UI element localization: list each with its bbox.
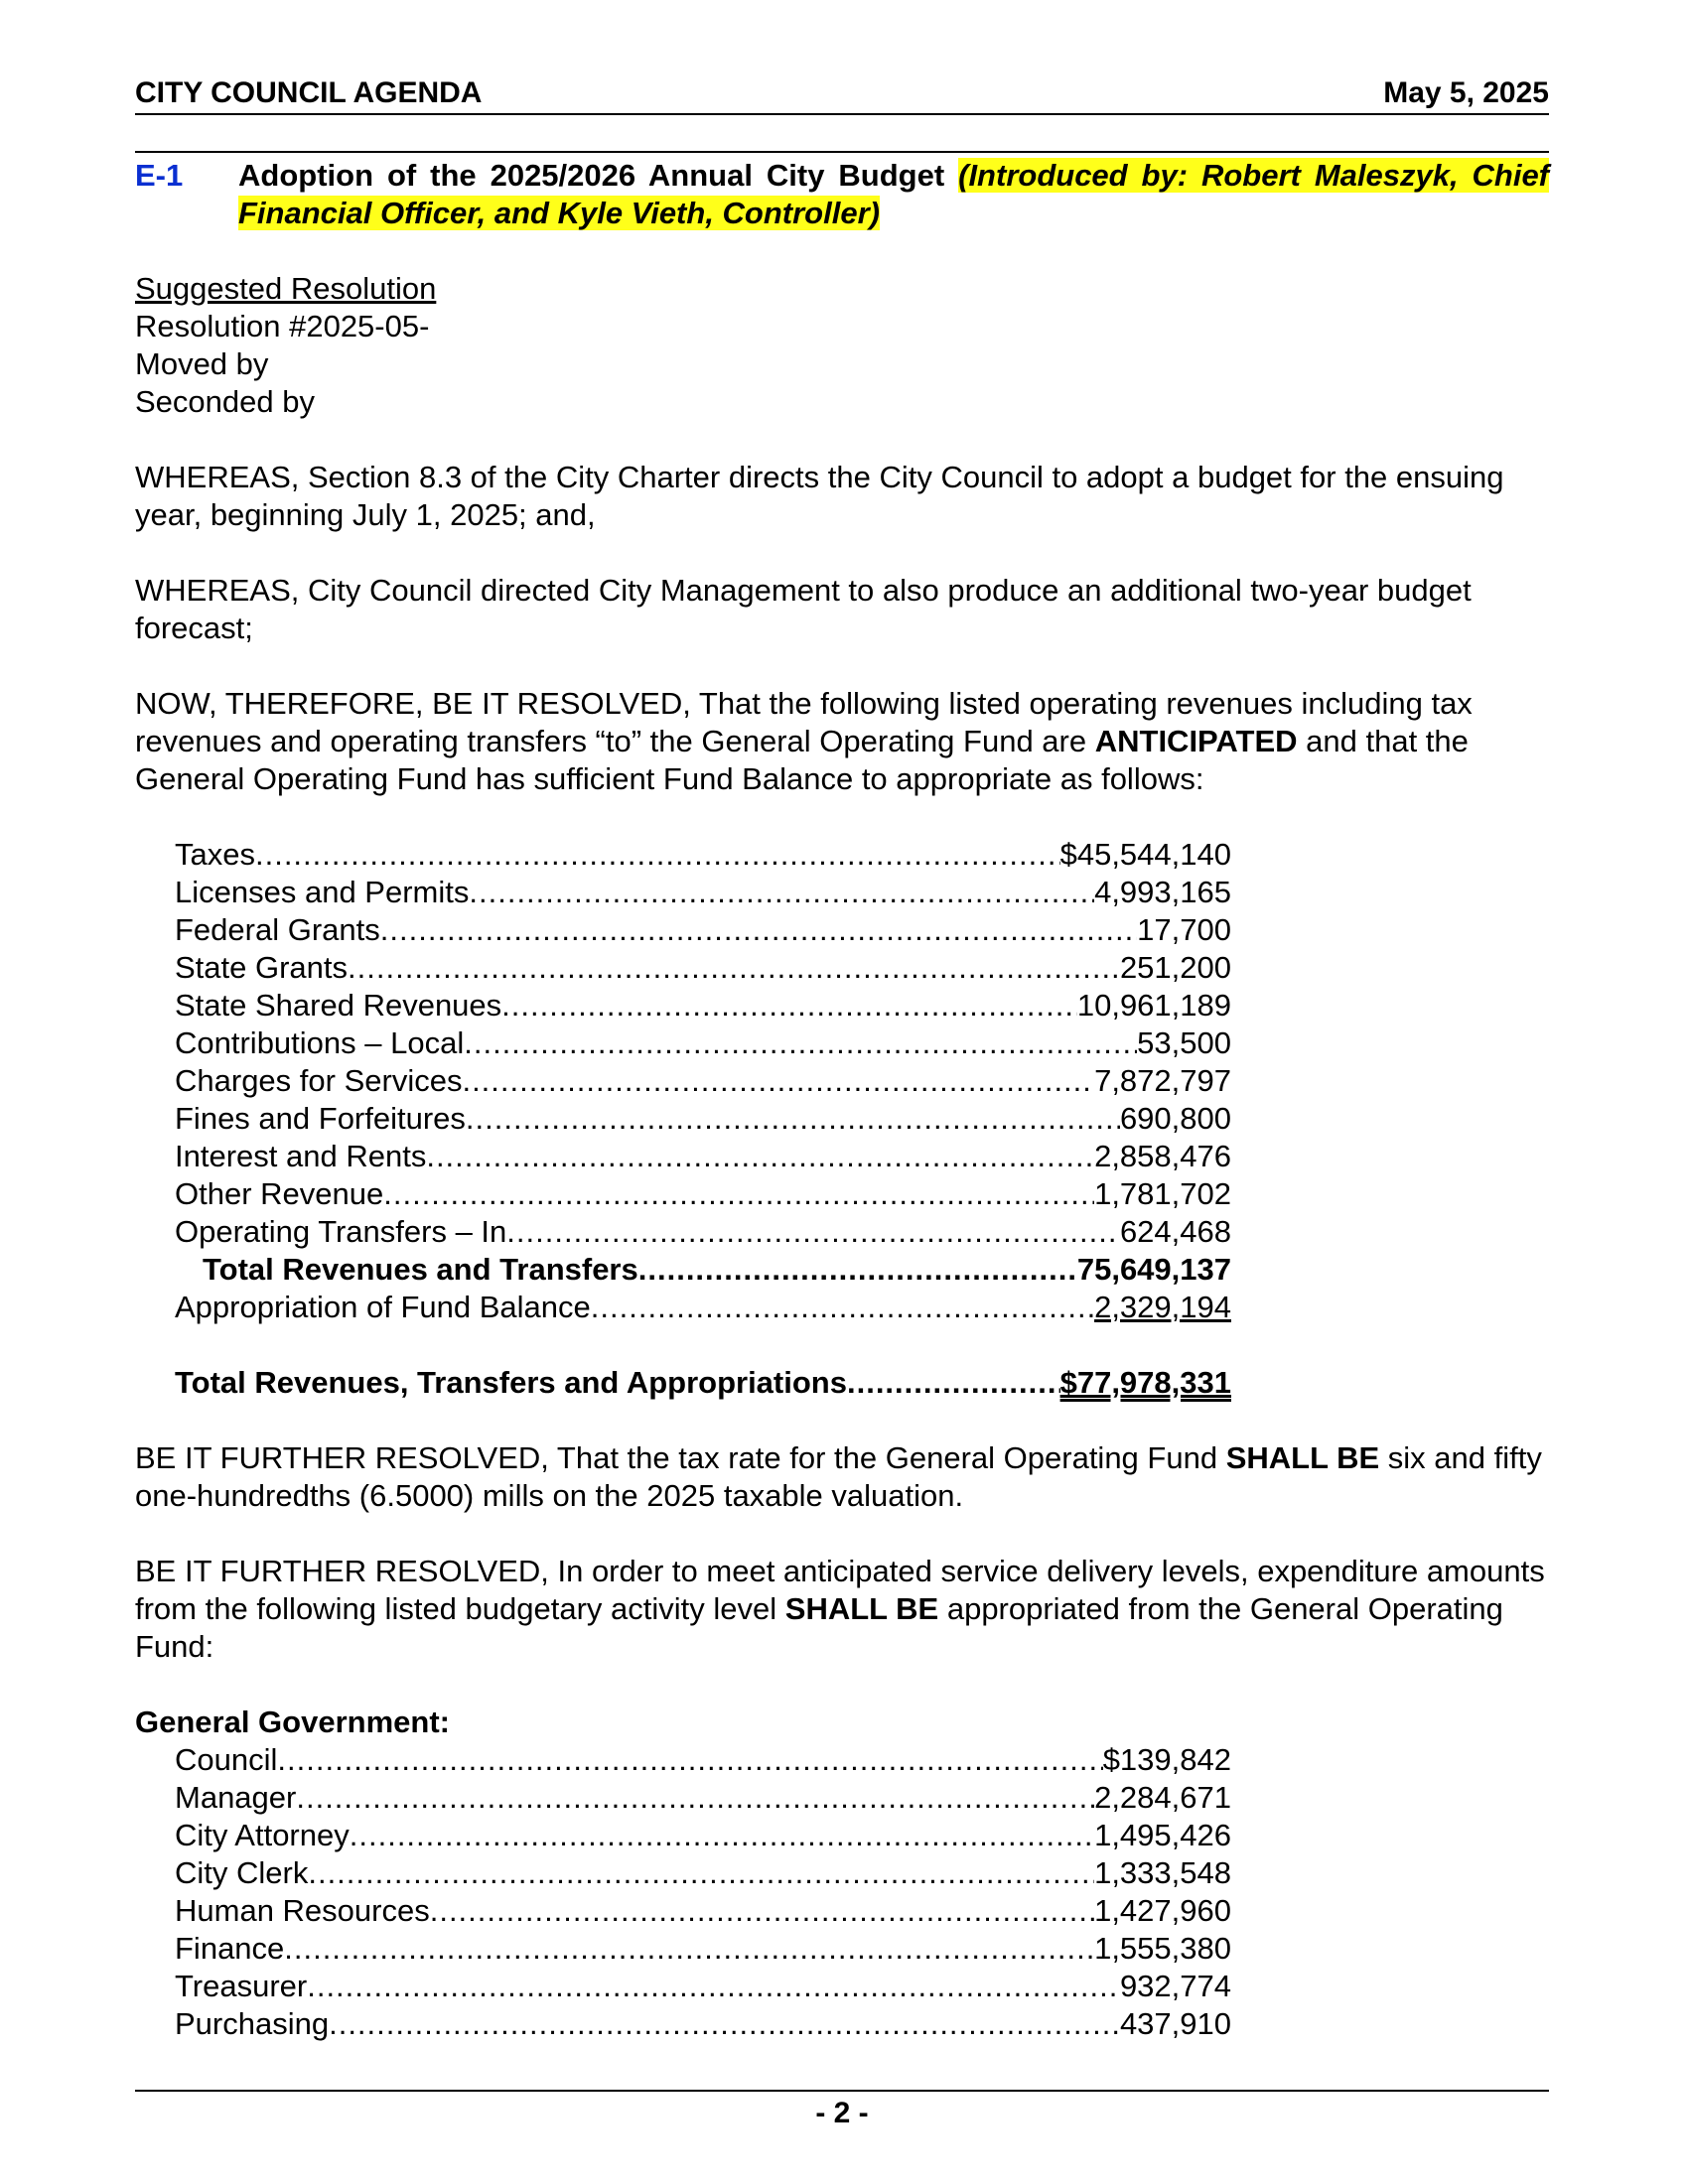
resolved-paragraph [135, 685, 1549, 798]
ledger-label: State Grants [175, 950, 349, 985]
ledger-amount: 2,284,671 [1094, 1780, 1231, 1815]
ledger-label: City Clerk [175, 1855, 309, 1890]
leader-dots [350, 1817, 1094, 1854]
further-text: BE IT FURTHER RESOLVED, That the tax rate for the General Operating Fund [135, 1440, 1226, 1475]
leader-dots [430, 1892, 1094, 1930]
ledger-label: Federal Grants [175, 912, 380, 947]
leader-dots [308, 1854, 1094, 1892]
ledger-label: City Attorney [175, 1818, 350, 1852]
expenditure-row [175, 1741, 1231, 1779]
ledger-amount: $77,978,331 [1059, 1365, 1231, 1400]
whereas-paragraph-1: WHEREAS, Section 8.3 of the City Charter directs the City Council to adopt a budget for the ensuing year, beginning July 1, 2025; and, [135, 460, 1504, 532]
leader-dots [426, 1138, 1094, 1175]
page-number: - 2 - [815, 2097, 869, 2129]
agenda-item [135, 157, 1549, 232]
grand-total-row [175, 1364, 1231, 1402]
ledger-label: Finance [175, 1931, 285, 1966]
header-title: CITY COUNCIL AGENDA [135, 76, 483, 109]
ledger-amount: 53,500 [1137, 1025, 1231, 1060]
total-revenues-row [175, 1251, 1231, 1289]
ledger-label: Human Resources [175, 1893, 430, 1928]
ledger-amount: 624,468 [1119, 1214, 1231, 1249]
leader-dots [255, 836, 1060, 874]
header-divider [135, 151, 1549, 153]
suggested-resolution-heading: Suggested Resolution [135, 271, 437, 306]
leader-dots [462, 1062, 1094, 1100]
ledger-label: Appropriation of Fund Balance [175, 1290, 591, 1324]
resolved-emphasis: ANTICIPATED [1094, 724, 1298, 758]
ledger-label: Licenses and Permits [175, 875, 470, 909]
revenue-row [175, 1062, 1231, 1100]
ledger-amount: 1,427,960 [1094, 1893, 1231, 1928]
seconded-by: Seconded by [135, 384, 315, 419]
revenue-row [175, 1175, 1231, 1213]
leader-dots [348, 949, 1120, 987]
expenditure-row [175, 1854, 1231, 1892]
ledger-amount: 17,700 [1137, 912, 1231, 947]
resolution-number: Resolution #2025-05- [135, 309, 430, 343]
revenue-row [175, 1100, 1231, 1138]
fund-balance-row [175, 1289, 1231, 1326]
agenda-page [135, 75, 1549, 2043]
ledger-label: Taxes [175, 837, 255, 872]
expenditure-row [175, 2005, 1231, 2043]
ledger-label: Total Revenues and Transfers [203, 1252, 638, 1287]
resolved-text: NOW, THEREFORE, BE IT RESOLVED, That the following listed operating revenues including tax revenues and operating transfers “to” the General Operating Fund are [135, 686, 1473, 758]
ledger-amount: 932,774 [1119, 1969, 1231, 2003]
ledger-label: Purchasing [175, 2006, 330, 2041]
revenue-row [175, 836, 1231, 874]
further-emphasis: SHALL BE [784, 1591, 939, 1626]
ledger-label: Other Revenue [175, 1176, 384, 1211]
ledger-amount: 7,872,797 [1094, 1063, 1231, 1098]
ledger-amount: 690,800 [1119, 1101, 1231, 1136]
resolution-header [135, 270, 1549, 421]
ledger-amount: 1,495,426 [1094, 1818, 1231, 1852]
ledger-amount: 251,200 [1119, 950, 1231, 985]
further-resolved-expenditures [135, 1553, 1549, 1666]
ledger-label: State Shared Revenues [175, 988, 502, 1023]
leader-dots [469, 874, 1094, 911]
leader-dots [464, 1024, 1137, 1062]
item-introduced-by: (Introduced by: Robert Maleszyk, Chief Financial Officer, and Kyle Vieth, Controller) [238, 158, 1550, 230]
item-title [238, 157, 1549, 232]
further-text-end: appropriated from the General Operating Fund: [135, 1591, 1503, 1664]
further-text: BE IT FURTHER RESOLVED, In order to meet anticipated service delivery levels, expenditure amounts from the following listed budgetary activity level [135, 1554, 1545, 1626]
item-title-text: Adoption of the 2025/2026 Annual City Budget [238, 158, 945, 193]
ledger-amount: 1,555,380 [1094, 1931, 1231, 1966]
page-header [135, 75, 1549, 115]
leader-dots [847, 1364, 1060, 1402]
ledger-label: Charges for Services [175, 1063, 463, 1098]
revenue-row [175, 987, 1231, 1024]
expenditure-row [175, 1817, 1231, 1854]
ledger-amount: 75,649,137 [1076, 1252, 1231, 1287]
ledger-amount: 2,329,194 [1094, 1290, 1231, 1324]
leader-dots [284, 1930, 1094, 1968]
ledger-amount: 10,961,189 [1076, 988, 1231, 1023]
ledger-amount: 1,333,548 [1094, 1855, 1231, 1890]
leader-dots [506, 1213, 1120, 1251]
ledger-amount: $45,544,140 [1059, 837, 1231, 872]
page-footer [135, 2090, 1549, 2131]
revenue-row [175, 1024, 1231, 1062]
revenue-ledger [175, 836, 1231, 1402]
ledger-label: Interest and Rents [175, 1139, 427, 1173]
further-text-end: six and fifty one-hundredths (6.5000) mills on the 2025 taxable valuation. [135, 1440, 1542, 1513]
expenditure-row [175, 1892, 1231, 1930]
revenue-row [175, 1213, 1231, 1251]
ledger-label: Treasurer [175, 1969, 308, 2003]
leader-dots [380, 911, 1137, 949]
ledger-amount: $139,842 [1102, 1742, 1231, 1777]
expenditure-row [175, 1968, 1231, 2005]
further-resolved-tax-rate [135, 1439, 1549, 1515]
further-emphasis: SHALL BE [1225, 1440, 1380, 1475]
ledger-label: Fines and Forfeitures [175, 1101, 466, 1136]
resolved-text-end: and that the General Operating Fund has sufficient Fund Balance to appropriate as follows: [135, 724, 1469, 796]
ledger-amount: 437,910 [1119, 2006, 1231, 2041]
expenditure-ledger [175, 1741, 1231, 2043]
moved-by: Moved by [135, 346, 269, 381]
leader-dots [329, 2005, 1120, 2043]
revenue-row [175, 1138, 1231, 1175]
expenditure-row [175, 1779, 1231, 1817]
general-government-heading: General Government: [135, 1705, 450, 1739]
ledger-label: Council [175, 1742, 278, 1777]
item-number: E-1 [135, 158, 184, 193]
ledger-label: Manager [175, 1780, 297, 1815]
leader-dots [591, 1289, 1094, 1326]
header-date: May 5, 2025 [1383, 76, 1549, 109]
leader-dots [638, 1251, 1077, 1289]
leader-dots [296, 1779, 1094, 1817]
ledger-amount: 2,858,476 [1094, 1139, 1231, 1173]
leader-dots [307, 1968, 1120, 2005]
expenditure-row [175, 1930, 1231, 1968]
ledger-label: Operating Transfers – In [175, 1214, 507, 1249]
whereas-paragraph-2: WHEREAS, City Council directed City Management to also produce an additional two-year budget forecast; [135, 573, 1472, 645]
ledger-amount: 1,781,702 [1094, 1176, 1231, 1211]
leader-dots [383, 1175, 1094, 1213]
leader-dots [466, 1100, 1120, 1138]
leader-dots [501, 987, 1077, 1024]
ledger-label: Contributions – Local [175, 1025, 465, 1060]
revenue-row [175, 911, 1231, 949]
ledger-amount: 4,993,165 [1094, 875, 1231, 909]
revenue-row [175, 949, 1231, 987]
revenue-row [175, 874, 1231, 911]
leader-dots [277, 1741, 1102, 1779]
ledger-label: Total Revenues, Transfers and Appropriations [175, 1365, 847, 1400]
